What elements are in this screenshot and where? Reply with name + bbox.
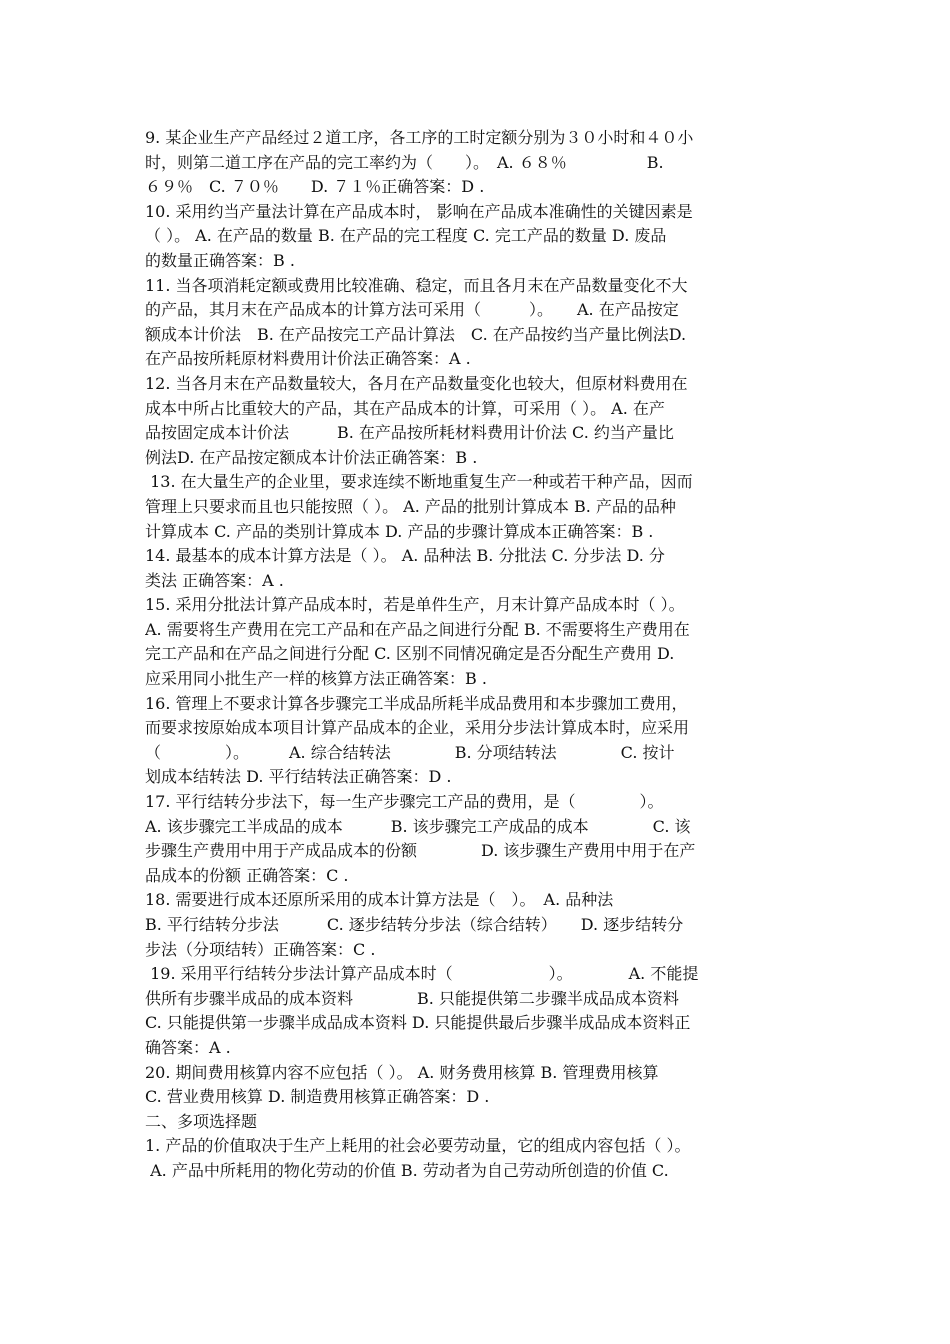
text-line: 19. 采用平行结转分步法计算产品成本时（ ）。 A. 不能提 xyxy=(145,964,699,984)
text-line: 划成本结转法 D. 平行结转法正确答案：D . xyxy=(145,767,452,787)
text-line: 17. 平行结转分步法下，每一生产步骤完工产品的费用，是（ ）。 xyxy=(145,792,664,812)
text-line: 管理上只要求而且也只能按照（ ）。 A. 产品的批别计算成本 B. 产品的品种 xyxy=(145,496,676,516)
document-body xyxy=(145,126,807,1184)
text-line: 类法 正确答案：A . xyxy=(145,570,284,590)
text-line: 计算成本 C. 产品的类别计算成本 D. 产品的步骤计算成本正确答案：B . xyxy=(145,521,654,541)
text-line: 完工产品和在产品之间进行分配 C. 区别不同情况确定是否分配生产费用 D. xyxy=(145,644,675,664)
text-line: 的产品，其月末在产品成本的计算方法可采用（ ）。 A. 在产品按定 xyxy=(145,300,679,320)
text-line: 步骤生产费用中用于产成品成本的份额 D. 该步骤生产费用中用于在产 xyxy=(145,841,696,861)
text-line: 18. 需要进行成本还原所采用的成本计算方法是（ ）。 A. 品种法 xyxy=(145,890,614,910)
text-line: 应采用同小批生产一样的核算方法正确答案：B . xyxy=(145,669,487,689)
text-line: 例法D. 在产品按定额成本计价法正确答案：B . xyxy=(145,447,478,467)
text-line: ６９％ C. ７０％ D. ７１％正确答案：D . xyxy=(145,177,485,197)
text-line: 而要求按原始成本项目计算产品成本的企业，采用分步法计算成本时，应采用 xyxy=(145,718,690,738)
text-line: 11. 当各项消耗定额或费用比较准确、稳定，而且各月末在产品数量变化不大 xyxy=(145,275,688,295)
text-line: 的数量正确答案：B . xyxy=(145,250,295,270)
text-line: 在产品按所耗原材料费用计价法正确答案：A . xyxy=(145,349,471,369)
text-line: 额成本计价法 B. 在产品按完工产品计算法 C. 在产品按约当产量比例法D. xyxy=(145,324,687,344)
text-line: C. 营业费用核算 D. 制造费用核算正确答案：D . xyxy=(145,1087,490,1107)
text-line: 1. 产品的价值取决于生产上耗用的社会必要劳动量，它的组成内容包括（ ）。 xyxy=(145,1136,691,1156)
text-line: 供所有步骤半成品的成本资料 B. 只能提供第二步骤半成品成本资料 xyxy=(145,988,679,1008)
text-line: A. 需要将生产费用在完工产品和在产品之间进行分配 B. 不需要将生产费用在 xyxy=(145,619,690,639)
text-line: 二、多项选择题 xyxy=(145,1111,258,1131)
text-line: 20. 期间费用核算内容不应包括（ ）。 A. 财务费用核算 B. 管理费用核算 xyxy=(145,1062,659,1082)
text-line: B. 平行结转分步法 C. 逐步结转分步法（综合结转） D. 逐步结转分 xyxy=(145,915,684,934)
text-line: 确答案：A . xyxy=(145,1037,231,1057)
text-line: 步法（分项结转）正确答案：C . xyxy=(145,939,376,959)
text-line: 14. 最基本的成本计算方法是（ ）。 A. 品种法 B. 分批法 C. 分步法 D. 分 xyxy=(145,546,665,566)
text-line: 13. 在大量生产的企业里，要求连续不断地重复生产一种或若干种产品，因而 xyxy=(145,472,693,492)
text-line: 12. 当各月末在产品数量较大，各月在产品数量变化也较大，但原材料费用在 xyxy=(145,373,688,393)
text-line: 时，则第二道工序在产品的完工率约为（ ）。 A. ６８％ B. xyxy=(145,152,664,172)
text-line: 品按固定成本计价法 B. 在产品按所耗材料费用计价法 C. 约当产量比 xyxy=(145,423,674,443)
text-line: 成本中所占比重较大的产品，其在产品成本的计算，可采用（ ）。 A. 在产 xyxy=(145,398,665,418)
text-line: 品成本的份额 正确答案：C . xyxy=(145,865,349,885)
text-line: A. 产品中所耗用的物化劳动的价值 B. 劳动者为自己劳动所创造的价值 C. xyxy=(145,1160,669,1180)
text-line: C. 只能提供第一步骤半成品成本资料 D. 只能提供最后步骤半成品成本资料正 xyxy=(145,1013,691,1033)
text-line: A. 该步骤完工半成品的成本 B. 该步骤完工产成品的成本 C. 该 xyxy=(145,816,691,836)
text-line: 10. 采用约当产量法计算在产品成本时， 影响在产品成本准确性的关键因素是 xyxy=(145,201,693,221)
text-line: 9. 某企业生产产品经过２道工序，各工序的工时定额分别为３０小时和４０小 xyxy=(145,128,694,147)
text-line: 16. 管理上不要求计算各步骤完工半成品所耗半成品费用和本步骤加工费用， xyxy=(145,693,688,713)
text-line: （ ）。 A. 综合结转法 B. 分项结转法 C. 按计 xyxy=(145,742,675,762)
text-line: 15. 采用分批法计算产品成本时，若是单件生产，月末计算产品成本时（ ）。 xyxy=(145,595,685,615)
text-line: （ ）。 A. 在产品的数量 B. 在产品的完工程度 C. 完工产品的数量 D. 废品 xyxy=(145,226,667,246)
